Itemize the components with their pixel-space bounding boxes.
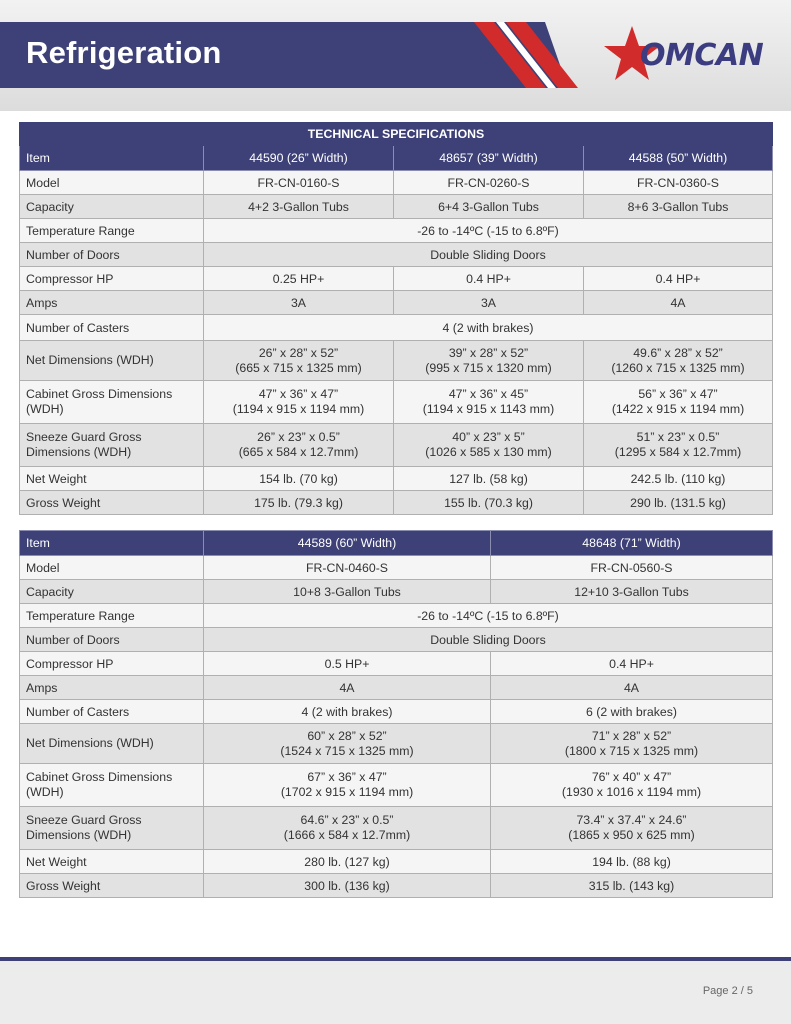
table-row	[20, 604, 773, 628]
table-row	[20, 195, 773, 219]
table-cell	[584, 341, 773, 381]
header-cell: 48657 (39” Width)	[394, 146, 584, 171]
row-label: Compressor HP	[20, 652, 204, 676]
row-label: Model	[20, 171, 204, 195]
cell-line: (1295 x 584 x 12.7mm)	[614, 445, 742, 459]
table-row	[20, 652, 773, 676]
table-header-row	[20, 146, 773, 171]
table-cell: 4A	[204, 676, 491, 700]
table-row	[20, 381, 773, 424]
cell-line: 51” x 23” x 0.5”	[636, 430, 720, 444]
row-label: Number of Doors	[20, 243, 204, 267]
row-label: Amps	[20, 291, 204, 315]
header-cell: 44588 (50” Width)	[584, 146, 773, 171]
cell-line: 47” x 36” x 45”	[448, 387, 529, 401]
table-cell: 4A	[584, 291, 773, 315]
table-cell: 127 lb. (58 kg)	[394, 467, 584, 491]
cell-line: 26” x 23” x 0.5”	[257, 430, 340, 444]
table-row	[20, 556, 773, 580]
row-label: Net Weight	[20, 850, 204, 874]
table-row	[20, 341, 773, 381]
cell-line: (1930 x 1016 x 1194 mm)	[561, 785, 702, 799]
table-row	[20, 764, 773, 807]
cell-line: (1524 x 715 x 1325 mm)	[280, 743, 414, 758]
table-row	[20, 700, 773, 724]
page-number: Page 2 / 5	[702, 985, 753, 997]
table-cell: 6+4 3-Gallon Tubs	[394, 195, 584, 219]
cell-line: 60” x 28” x 52”	[307, 728, 387, 743]
row-label: Temperature Range	[20, 604, 204, 628]
table-cell: 155 lb. (70.3 kg)	[394, 491, 584, 515]
cell-line: 40” x 23” x 5”	[452, 430, 525, 444]
table-row	[20, 424, 773, 467]
row-label: Gross Weight	[20, 491, 204, 515]
table-title-row	[20, 123, 773, 146]
cell-line: 71” x 28” x 52”	[591, 728, 672, 743]
table-cell: 4 (2 with brakes)	[204, 700, 491, 724]
table-cell: 0.5 HP+	[204, 652, 491, 676]
table-row	[20, 467, 773, 491]
page-title: Refrigeration	[26, 35, 222, 70]
table-cell: 0.4 HP+	[491, 652, 773, 676]
table-cell	[204, 724, 491, 764]
table-cell	[584, 381, 773, 424]
table-title: TECHNICAL SPECIFICATIONS	[20, 123, 773, 146]
row-label: Net Weight	[20, 467, 204, 491]
row-label: Number of Casters	[20, 315, 204, 341]
cell-line: (1666 x 584 x 12.7mm)	[283, 828, 411, 842]
footer-background	[0, 961, 791, 1024]
cell-line: (1194 x 915 x 1143 mm)	[422, 402, 555, 416]
table-cell: 12+10 3-Gallon Tubs	[491, 580, 773, 604]
table-row	[20, 676, 773, 700]
header-cell: Item	[20, 531, 204, 556]
table-cell: FR-CN-0260-S	[394, 171, 584, 195]
table-cell: 10+8 3-Gallon Tubs	[204, 580, 491, 604]
table-cell: 315 lb. (143 kg)	[491, 874, 773, 898]
table-row	[20, 724, 773, 764]
cell-line: (1260 x 715 x 1325 mm)	[611, 360, 745, 375]
table-cell	[204, 764, 491, 807]
table-cell: -26 to -14ºC (-15 to 6.8ºF)	[204, 604, 773, 628]
cell-line: 73.4” x 37.4” x 24.6”	[576, 813, 687, 827]
row-label: Sneeze Guard Gross Dimensions (WDH)	[20, 807, 204, 850]
table-cell	[394, 341, 584, 381]
table-cell: 194 lb. (88 kg)	[491, 850, 773, 874]
table-cell: 154 lb. (70 kg)	[204, 467, 394, 491]
table-cell	[491, 764, 773, 807]
spec-table-2	[19, 530, 773, 898]
table-row	[20, 874, 773, 898]
cell-line: (1422 x 915 x 1194 mm)	[611, 402, 745, 416]
table-cell	[204, 807, 491, 850]
cell-line: 26” x 28” x 52”	[258, 345, 339, 360]
row-label: Capacity	[20, 580, 204, 604]
row-label: Net Dimensions (WDH)	[20, 341, 204, 381]
header-cell: 48648 (71” Width)	[491, 531, 773, 556]
cell-line: 47” x 36” x 47”	[258, 387, 339, 401]
table-cell	[491, 724, 773, 764]
table-cell: 290 lb. (131.5 kg)	[584, 491, 773, 515]
table-cell	[584, 424, 773, 467]
table-cell: 242.5 lb. (110 kg)	[584, 467, 773, 491]
table-row	[20, 580, 773, 604]
table-cell: 175 lb. (79.3 kg)	[204, 491, 394, 515]
table-cell: Double Sliding Doors	[204, 628, 773, 652]
brand-logo: OMCAN	[640, 38, 764, 73]
cell-line: 56” x 36” x 47”	[638, 387, 718, 401]
row-label: Gross Weight	[20, 874, 204, 898]
table-cell: 8+6 3-Gallon Tubs	[584, 195, 773, 219]
table-cell: 3A	[204, 291, 394, 315]
row-label: Amps	[20, 676, 204, 700]
cell-line: 49.6” x 28” x 52”	[633, 345, 723, 360]
row-label: Number of Casters	[20, 700, 204, 724]
cell-line: (1865 x 950 x 625 mm)	[568, 828, 695, 842]
row-label: Temperature Range	[20, 219, 204, 243]
row-label: Sneeze Guard Gross Dimensions (WDH)	[20, 424, 204, 467]
table-row	[20, 491, 773, 515]
table-cell: FR-CN-0160-S	[204, 171, 394, 195]
cell-line: 67” x 36” x 47”	[307, 770, 387, 784]
cell-line: (1702 x 915 x 1194 mm)	[280, 785, 414, 799]
table-cell: 0.4 HP+	[584, 267, 773, 291]
row-label: Capacity	[20, 195, 204, 219]
table-row	[20, 243, 773, 267]
table-cell	[394, 381, 584, 424]
cell-line: (995 x 715 x 1320 mm)	[425, 360, 552, 375]
table-cell	[394, 424, 584, 467]
table-row	[20, 850, 773, 874]
header-cell: 44590 (26” Width)	[204, 146, 394, 171]
table-header-row	[20, 531, 773, 556]
table-cell: 0.25 HP+	[204, 267, 394, 291]
table-cell: FR-CN-0460-S	[204, 556, 491, 580]
cell-line: 76” x 40” x 47”	[591, 770, 672, 784]
table-cell: 4+2 3-Gallon Tubs	[204, 195, 394, 219]
cell-line: (1194 x 915 x 1194 mm)	[232, 402, 365, 416]
cell-line: (665 x 715 x 1325 mm)	[235, 360, 362, 375]
row-label: Net Dimensions (WDH)	[20, 724, 204, 764]
spec-table-1	[19, 122, 773, 515]
row-label: Compressor HP	[20, 267, 204, 291]
table-cell: 6 (2 with brakes)	[491, 700, 773, 724]
table-row	[20, 267, 773, 291]
table-cell: -26 to -14ºC (-15 to 6.8ºF)	[204, 219, 773, 243]
table-row	[20, 315, 773, 341]
table-cell: 3A	[394, 291, 584, 315]
row-label: Model	[20, 556, 204, 580]
table-cell: FR-CN-0560-S	[491, 556, 773, 580]
table-cell	[204, 424, 394, 467]
table-cell: 4A	[491, 676, 773, 700]
table-row	[20, 291, 773, 315]
cell-line: (1800 x 715 x 1325 mm)	[564, 743, 699, 758]
table-cell: 300 lb. (136 kg)	[204, 874, 491, 898]
row-label: Cabinet Gross Dimensions (WDH)	[20, 764, 204, 807]
table-cell: 0.4 HP+	[394, 267, 584, 291]
table-cell: 4 (2 with brakes)	[204, 315, 773, 341]
cell-line: 64.6” x 23” x 0.5”	[300, 813, 394, 827]
table-row	[20, 171, 773, 195]
table-cell: 280 lb. (127 kg)	[204, 850, 491, 874]
table-cell	[491, 807, 773, 850]
cell-line: (1026 x 585 x 130 mm)	[425, 445, 552, 459]
table-cell: FR-CN-0360-S	[584, 171, 773, 195]
header-cell: 44589 (60” Width)	[204, 531, 491, 556]
table-row	[20, 807, 773, 850]
cell-line: (665 x 584 x 12.7mm)	[238, 445, 359, 459]
table-cell	[204, 381, 394, 424]
table-cell	[204, 341, 394, 381]
table-row	[20, 628, 773, 652]
header-cell: Item	[20, 146, 204, 171]
table-row	[20, 219, 773, 243]
row-label: Cabinet Gross Dimensions (WDH)	[20, 381, 204, 424]
row-label: Number of Doors	[20, 628, 204, 652]
table-cell: Double Sliding Doors	[204, 243, 773, 267]
cell-line: 39” x 28” x 52”	[448, 345, 529, 360]
